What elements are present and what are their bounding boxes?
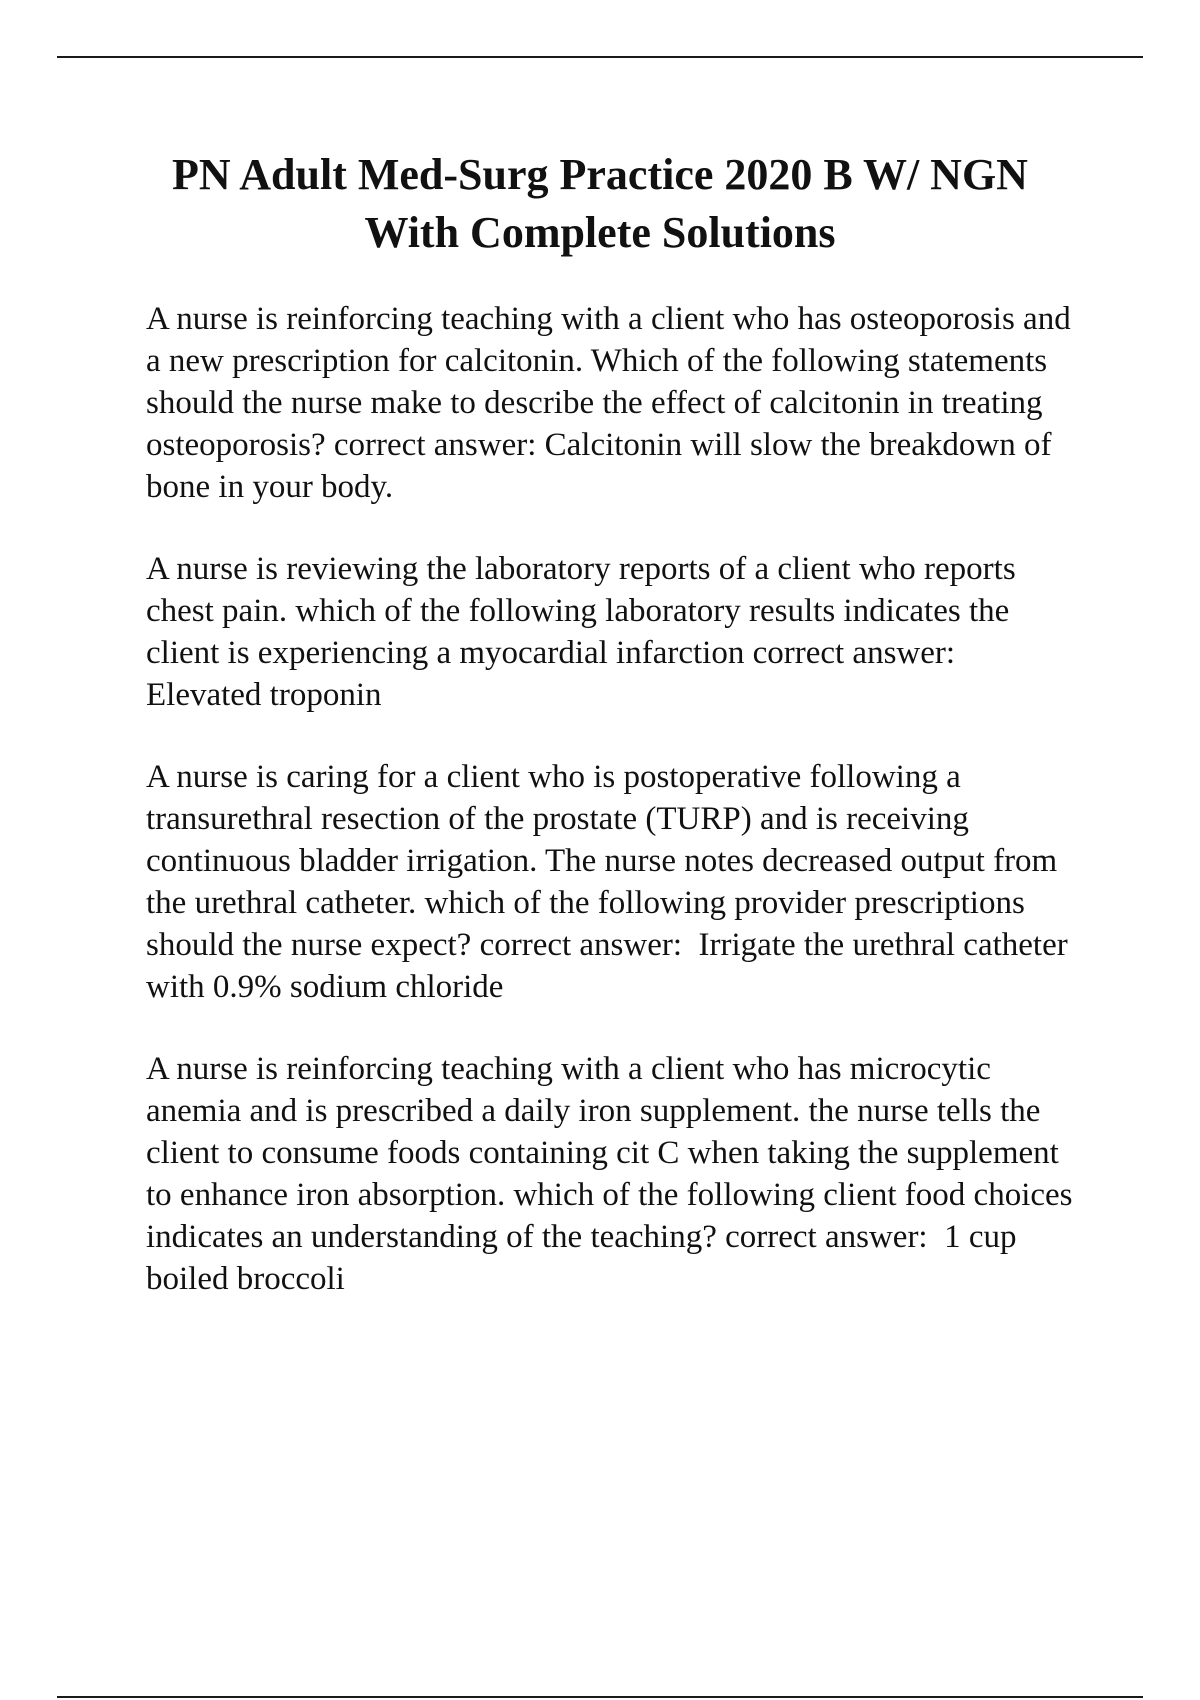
answer-text: 1 cup boiled broccoli [146, 1219, 1025, 1297]
answer-label: correct answer: [333, 427, 537, 463]
question-item [146, 548, 1086, 716]
question-text: A nurse is caring for a client who is postoperative following a transurethral resection of the prostate (TURP) and is receiving continuous bladder irrigation. The nurse notes decreased output from the urethral catheter. which of the following provider prescriptions should the nurse expect? [146, 759, 1066, 963]
answer-text: Calcitonin will slow the breakdown of bone in your body. [146, 427, 1060, 505]
answer-label: correct answer: [479, 927, 683, 963]
answer-label: correct answer: [725, 1219, 928, 1255]
question-text: A nurse is reviewing the laboratory reports of a client who reports chest pain. which of the following laboratory results indicates the client is experiencing a myocardial infarction [146, 551, 1024, 671]
question-item [146, 756, 1086, 1008]
answer-text: Elevated troponin [146, 677, 382, 713]
answer-label: correct answer: [752, 635, 956, 671]
question-item [146, 298, 1086, 508]
bottom-divider [57, 1696, 1143, 1698]
question-text: A nurse is reinforcing teaching with a client who has osteoporosis and a new prescription for calcitonin. Which of the following statements should the nurse make to describe the effect of calcitonin in treating osteoporosis? [146, 301, 1079, 463]
top-divider [57, 56, 1143, 58]
answer-text: Irrigate the urethral catheter with 0.9% sodium chloride [146, 927, 1076, 1005]
question-item [146, 1048, 1086, 1300]
question-list [146, 298, 1086, 1340]
document-title: PN Adult Med-Surg Practice 2020 B W/ NGN With Complete Solutions [172, 150, 1028, 257]
question-text: A nurse is reinforcing teaching with a client who has microcytic anemia and is prescribed a daily iron supplement. the nurse tells the client to consume foods containing cit C when taking the supplement to enhance iron absorption. which of the following client food choices indicates an understanding of the teaching? [146, 1051, 1081, 1255]
